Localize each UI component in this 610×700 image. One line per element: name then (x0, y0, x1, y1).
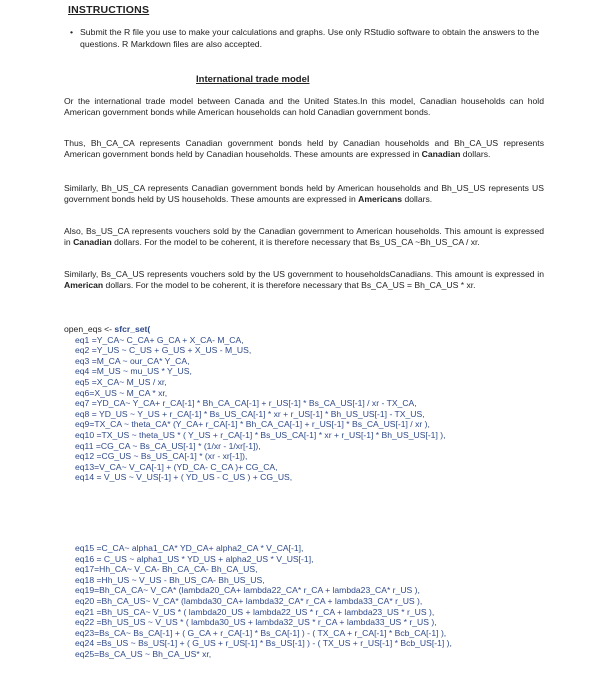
sfcr-set-function: sfcr_set( (114, 324, 151, 334)
code-block-1 (64, 324, 446, 483)
equation-line: eq1 =Y_CA~ C_CA+ G_CA + X_CA- M_CA, (75, 334, 244, 345)
equation-line: eq12 =CG_US ~ Bs_US_CA[-1] * (xr - xr[-1]), (75, 451, 248, 462)
paragraph-bold: Canadian (421, 149, 461, 159)
paragraph-canadian-bonds (64, 138, 544, 160)
model-section-title: International trade model (196, 74, 310, 85)
code-block-2 (64, 543, 452, 660)
equation-line: eq3 =M_CA ~ our_CA* Y_CA, (75, 355, 190, 366)
paragraph-intro (64, 96, 544, 118)
equation-line: eq4 =M_US ~ mu_US * Y_US, (75, 366, 192, 377)
equation-line: eq5 =X_CA~ M_US / xr, (75, 376, 167, 387)
paragraph-text: dollars. For the model to be coherent, it is therefore necessary that Bs_US_CA ~Bh_US_CA / xr. (111, 237, 480, 247)
equation-line: eq13=V_CA~ V_CA[-1] + (YD_CA- C_CA )+ CG_CA, (75, 461, 278, 472)
paragraph-bold: Americans (358, 194, 403, 204)
equation-line: eq21 =Bh_US_CA~ V_US * ( lambda20_US + lambda22_US * r_CA + lambda23_US * r_US ), (75, 606, 435, 617)
equation-line: eq22 =Bh_US_US ~ V_US * ( lambda30_US + lambda32_US * r_CA + lambda33_US * r_US ), (75, 617, 437, 628)
equation-line: eq24 =Bs_US ~ Bs_US[-1] + ( G_US + r_US[-1] * Bs_US[-1] ) - ( TX_US + r_US[-1] * Bcb_US[-1] ), (75, 638, 452, 649)
paragraph-text: dollars. (460, 149, 491, 159)
equation-line: eq11 =CG_CA ~ Bs_CA_US[-1] * (1/xr - 1/xr[-1]), (75, 440, 261, 451)
equation-line: eq20 =Bh_CA_US~ V_CA* (lambda30_CA+ lambda32_CA* r_CA + lambda33_CA* r_US ), (75, 595, 423, 606)
equation-line: eq8 = YD_US ~ Y_US + r_CA[-1] * Bs_US_CA[-1] * xr + r_US[-1] * Bh_US_US[-1] - TX_US, (75, 408, 425, 419)
code-header-text: open_eqs <- (64, 324, 115, 334)
bullet-text: Submit the R file you use to make your calculations and graphs. Use only RStudio software to obtain the answers to the questions. R Markdown files are also accepted. (80, 27, 540, 49)
equation-line: eq25=Bs_CA_US ~ Bh_CA_US* xr, (75, 648, 212, 659)
equation-line: eq9=TX_CA ~ theta_CA* (Y_CA+ r_CA[-1] * Bh_CA_CA[-1] + r_US[-1] * Bs_CA_US[-1] / xr ), (75, 419, 430, 430)
equation-line: eq10 =TX_US ~ theta_US * ( Y_US + r_CA[-1] * Bs_US_CA[-1] * xr + r_US[-1] * Bh_US_US[-1] ), (75, 429, 446, 440)
bullet-dot: • (70, 27, 74, 37)
equation-line: eq19=Bh_CA_CA~ V_CA* (lambda20_CA+ lambda22_CA* r_CA + lambda23_CA* r_US ), (75, 585, 420, 596)
equation-line: eq2 =Y_US ~ C_US + G_US + X_US - M_US, (75, 345, 252, 356)
equation-line: eq14 = V_US ~ V_US[-1] + ( YD_US - C_US ) + CG_US, (75, 472, 293, 483)
paragraph-bold: American (64, 280, 104, 290)
paragraph-bold: Canadian (73, 237, 112, 247)
instructions-bullet (70, 26, 550, 50)
code-header (64, 324, 446, 335)
equation-line: eq16 = C_US ~ alpha1_US * YD_US + alpha2_US * V_US[-1], (75, 553, 314, 564)
equation-line: eq15 =C_CA~ alpha1_CA* YD_CA+ alpha2_CA * V_CA[-1], (75, 543, 304, 553)
paragraph-american-bonds (64, 183, 544, 205)
instructions-heading: INSTRUCTIONS (68, 4, 150, 16)
equation-line: eq6=X_US ~ M_CA * xr, (75, 387, 168, 398)
paragraph-vouchers-canada (64, 226, 544, 248)
paragraph-text: dollars. (402, 194, 433, 204)
paragraph-text: dollars. For the model to be coherent, it is therefore necessary that Bs_CA_US = Bh_CA_US * xr. (103, 280, 476, 290)
paragraph-text: Thus, Bh_CA_CA represents Canadian government bonds held by Canadian households and Bh_CA_US represents American government bonds held by Canadian households. These amounts are expressed in (64, 138, 544, 159)
paragraph-text: Similarly, Bs_CA_US represents vouchers sold by the US government to householdsCanadians. This amount is expressed in (64, 269, 544, 279)
paragraph-text: Or the international trade model between Canada and the United States.In this model, Canadian households can hold American government bonds while American households can hold Canadian government bonds. (64, 96, 544, 117)
paragraph-text: Also, Bs_US_CA represents vouchers sold by the Canadian government to American households. This amount is expressed in (64, 226, 544, 247)
equation-line: eq17=Hh_CA~ V_CA- Bh_CA_CA- Bh_CA_US, (75, 564, 258, 575)
equation-line: eq23=Bs_CA~ Bs_CA[-1] + ( G_CA + r_CA[-1] * Bs_CA[-1] ) - ( TX_CA + r_CA[-1] * Bcb_CA[-1] ), (75, 627, 447, 638)
equation-line: eq7 =YD_CA~ Y_CA+ r_CA[-1] * Bh_CA_CA[-1] + r_US[-1] * Bs_CA_US[-1] / xr - TX_CA, (75, 398, 417, 409)
paragraph-vouchers-us (64, 269, 544, 291)
paragraph-text: Similarly, Bh_US_CA represents Canadian government bonds held by American households and Bh_US_US represents US government bonds held by US households. These amounts are expressed in (64, 183, 544, 204)
equation-line: eq18 =Hh_US ~ V_US - Bh_US_CA- Bh_US_US, (75, 574, 265, 585)
